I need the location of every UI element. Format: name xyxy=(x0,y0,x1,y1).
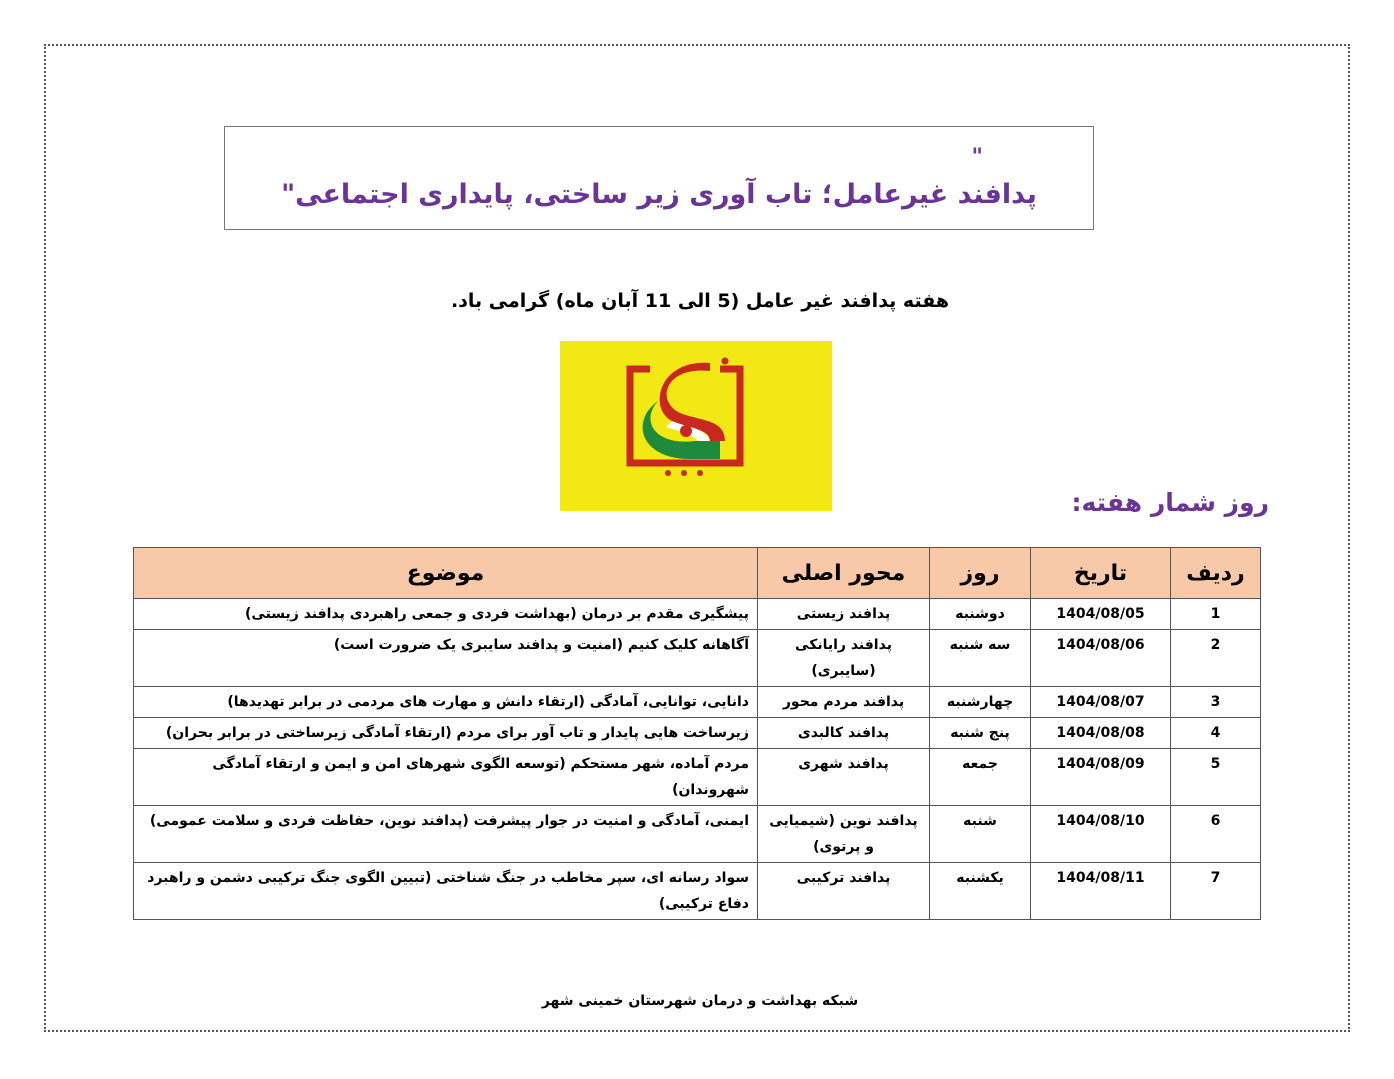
table-row xyxy=(134,749,1261,806)
row-day: سه شنبه xyxy=(930,630,1031,687)
passive-defense-logo xyxy=(560,341,832,511)
page-title: پدافند غیرعامل؛ تاب آوری زیر ساختی، پایداری اجتماعی" xyxy=(281,179,1037,210)
row-subject: دانایی، توانایی، آمادگی (ارتقاء دانش و مهارت های مردمی در برابر تهدیدها) xyxy=(134,687,758,718)
header-row-number: ردیف xyxy=(1171,548,1261,599)
row-axis: پدافند رایانکی (سایبری) xyxy=(758,630,930,687)
row-axis: پدافند نوین (شیمیایی و پرتوی) xyxy=(758,806,930,863)
row-subject: سواد رسانه ای، سپر مخاطب در جنگ شناختی (تبیین الگوی جنگ ترکیبی دشمن و راهبرد دفاع ترکیبی) xyxy=(134,863,758,920)
schedule-table xyxy=(133,547,1261,920)
title-quote-mark: " xyxy=(971,145,983,170)
row-day: شنبه xyxy=(930,806,1031,863)
row-subject: ایمنی، آمادگی و امنیت در جوار پیشرفت (پدافند نوین، حفاظت فردی و سلامت عمومی) xyxy=(134,806,758,863)
header-day: روز xyxy=(930,548,1031,599)
title-box xyxy=(224,126,1094,230)
countdown-heading: روز شمار هفته: xyxy=(1071,488,1269,517)
row-number: 1 xyxy=(1171,599,1261,630)
row-day: چهارشنبه xyxy=(930,687,1031,718)
logo-emblem-icon xyxy=(560,341,832,511)
row-subject: آگاهانه کلیک کنیم (امنیت و پدافند سایبری یک ضرورت است) xyxy=(134,630,758,687)
footer-organization: شبکه بهداشت و درمان شهرستان خمینی شهر xyxy=(541,993,859,1009)
table-row xyxy=(134,687,1261,718)
row-day: جمعه xyxy=(930,749,1031,806)
row-date: 1404/08/09 xyxy=(1031,749,1171,806)
row-day: دوشنبه xyxy=(930,599,1031,630)
table-header-row xyxy=(134,548,1261,599)
row-subject: پیشگیری مقدم بر درمان (بهداشت فردی و جمعی راهبردی پدافند زیستی) xyxy=(134,599,758,630)
row-number: 3 xyxy=(1171,687,1261,718)
row-date: 1404/08/06 xyxy=(1031,630,1171,687)
header-axis: محور اصلی xyxy=(758,548,930,599)
header-date: تاریخ xyxy=(1031,548,1171,599)
row-day: یکشنبه xyxy=(930,863,1031,920)
subtitle: هفته پدافند غیر عامل (5 الی 11 آبان ماه) گرامی باد. xyxy=(450,290,950,312)
table-row xyxy=(134,863,1261,920)
table-row xyxy=(134,718,1261,749)
row-date: 1404/08/08 xyxy=(1031,718,1171,749)
row-axis: پدافند شهری xyxy=(758,749,930,806)
row-number: 7 xyxy=(1171,863,1261,920)
row-date: 1404/08/10 xyxy=(1031,806,1171,863)
row-axis: پدافند کالبدی xyxy=(758,718,930,749)
row-axis: پدافند مردم محور xyxy=(758,687,930,718)
table-row xyxy=(134,630,1261,687)
row-subject: زیرساخت هایی پایدار و تاب آور برای مردم (ارتقاء آمادگی زیرساختی در برابر بحران) xyxy=(134,718,758,749)
row-number: 6 xyxy=(1171,806,1261,863)
row-number: 2 xyxy=(1171,630,1261,687)
row-axis: پدافند ترکیبی xyxy=(758,863,930,920)
row-day: پنج شنبه xyxy=(930,718,1031,749)
row-date: 1404/08/07 xyxy=(1031,687,1171,718)
header-subject: موضوع xyxy=(134,548,758,599)
table-row xyxy=(134,599,1261,630)
row-subject: مردم آماده، شهر مستحکم (توسعه الگوی شهرهای امن و ایمن و ارتقاء آمادگی شهروندان) xyxy=(134,749,758,806)
row-number: 4 xyxy=(1171,718,1261,749)
table-row xyxy=(134,806,1261,863)
row-date: 1404/08/11 xyxy=(1031,863,1171,920)
row-axis: پدافند زیستی xyxy=(758,599,930,630)
row-date: 1404/08/05 xyxy=(1031,599,1171,630)
row-number: 5 xyxy=(1171,749,1261,806)
